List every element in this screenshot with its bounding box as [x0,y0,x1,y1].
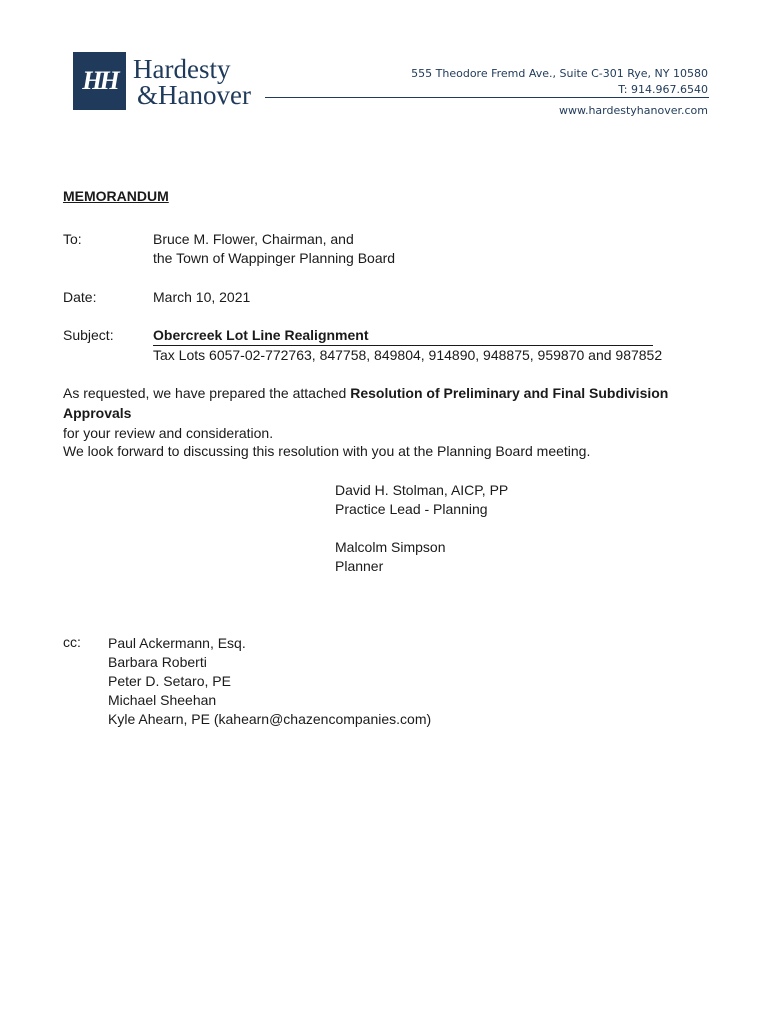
address: 555 Theodore Fremd Ave., Suite C-301 Rye, NY 10580 [411,67,708,80]
subject-label: Subject: [63,327,114,343]
company-logo-mark: HH [73,52,126,110]
subject-tax-lots: Tax Lots 6057-02-772763, 847758, 849804, 914890, 948875, 959870 and 987852 [153,347,663,363]
to-value [153,230,395,268]
logo-name-line2: &Hanover [137,80,251,110]
date-value: March 10, 2021 [153,289,251,305]
signatory-title: Planner [335,558,384,574]
cc-label: cc: [63,634,81,650]
signature-block-2 [335,538,445,576]
signatory-name: Malcolm Simpson [335,539,446,555]
subject-value [153,326,662,365]
cc-recipient: Michael Sheehan [108,692,217,708]
date-label: Date: [63,289,97,305]
signatory-name: David H. Stolman, AICP, PP [335,482,509,498]
to-line1: Bruce M. Flower, Chairman, and [153,231,354,247]
cc-recipient: Barbara Roberti [108,654,207,670]
logo-name-line1: Hardesty [133,54,231,84]
cc-recipient: Kyle Ahearn, PE (kahearn@chazencompanies.com) [108,711,432,727]
para1-start: As requested, we have prepared the attached [63,385,351,401]
cc-recipient: Paul Ackermann, Esq. [108,635,246,651]
body-paragraph-1 [63,383,723,443]
company-logo-name [133,56,251,108]
subject-title: Obercreek Lot Line Realignment [153,326,653,346]
signature-block-1 [335,481,508,519]
phone: T: 914.967.6540 [618,83,708,96]
signatory-title: Practice Lead - Planning [335,501,488,517]
website: www.hardestyhanover.com [558,104,708,117]
memo-title: MEMORANDUM [63,188,169,204]
cc-list [108,634,431,729]
cc-recipient: Peter D. Setaro, PE [108,673,231,689]
to-line2: the Town of Wappinger Planning Board [153,250,396,266]
to-label: To: [63,231,82,247]
body-paragraph-2: We look forward to discussing this resolution with you at the Planning Board meeting. [63,443,591,459]
para1-end: for your review and consideration. [63,425,274,441]
letterhead-contact [411,66,708,119]
para1-bold: Resolution of Preliminary and Final Subdivision Approvals [63,385,669,421]
